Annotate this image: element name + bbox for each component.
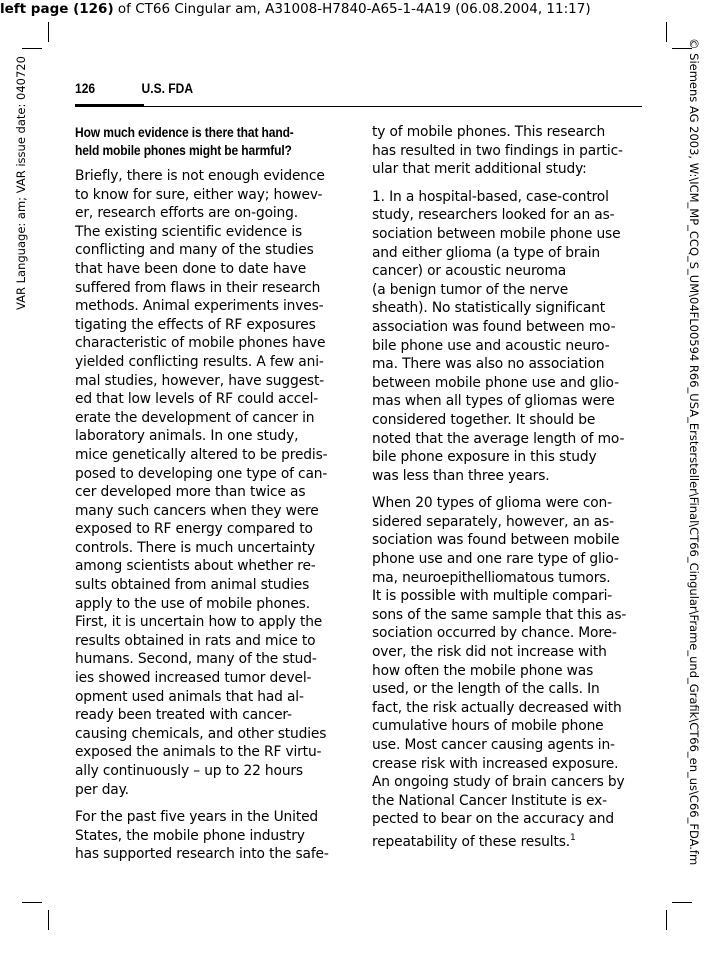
text-line: characteristic of mobile phones have [75,335,326,352]
text-line: The existing scientific evidence is [75,223,303,240]
text-line: An ongoing study of brain cancers by [372,774,625,791]
crop-mark [22,48,42,49]
text-line: the National Cancer Institute is ex- [372,792,607,809]
text-line: use. Most cancer causing agents in- [372,737,615,753]
text-line: erate the development of cancer in [75,409,315,426]
text-line: phone use and one rare type of glio- [372,551,619,568]
text-line: ies showed increased tumor devel- [75,670,312,687]
text-line: pected to bear on the accuracy and [372,811,614,828]
text-line: results obtained in rats and mice to [75,632,316,649]
text-line: considered together. It should be [372,411,596,428]
text-line: tigating the effects of RF exposures [75,316,316,333]
text-line: sults obtained from animal studies [75,577,310,594]
text-line: mal studies, however, have suggest- [75,372,325,389]
crop-mark [672,902,692,903]
text-line: how often the mobile phone was [372,662,594,679]
text-line: methods. Animal experiments inves- [75,298,324,315]
text-line: bile phone use and acoustic neuro- [372,337,610,354]
text-line: yielded conflicting results. A few ani- [75,353,324,370]
text-line: study, researchers looked for an as- [372,207,615,224]
page-header [75,80,193,96]
right-column [372,123,640,861]
text-line: humans. Second, many of the stud- [75,651,317,668]
text-line: to know for sure, either way; howev- [75,186,323,203]
text-line: sidered separately, however, an as- [372,513,614,530]
print-header-job-info: of CT66 Cingular am, A31008-H7840-A65-1-4A19 (06.08.2004, 11:17) [113,1,591,17]
text-line: controls. There is much uncertainty [75,539,315,556]
text-line: er, research efforts are on-going. [75,205,298,222]
text-line: used, or the length of the calls. In [372,681,600,698]
text-line: cumulative hours of mobile phone [372,718,604,735]
crop-mark [666,910,667,930]
text-line: 1. In a hospital-based, case-control [372,188,609,205]
text-line: When 20 types of glioma were con- [372,495,612,512]
text-line: opment used animals that had al- [75,688,304,705]
text-line: cer developed more than twice as [75,484,306,501]
text-line: among scientists about whether re- [75,558,316,575]
text-line: was less than three years. [372,467,550,484]
text-line: apply to the use of mobile phones. [75,595,310,612]
footnote-marker: 1 [570,832,576,843]
left-column [75,123,343,873]
text-line: and either glioma (a type of brain [372,244,600,261]
file-path-note: © Siemens AG 2003, W:\ICM_MP_CCQ_S_UM\04FL00594 R66_USA_Erstersteller\Final\CT66_Cingular\Frame_und_Grafik\CT66_en_us\C66_FDA.fm [687,38,701,866]
text-line: ready been treated with cancer- [75,707,292,724]
text-line: causing chemicals, and other studies [75,725,327,742]
text-line: crease risk with increased exposure. [372,755,619,772]
crop-mark [22,902,42,903]
print-header-page-label: left page (126) [0,1,114,17]
heading-line: How much evidence is there that hand- [75,124,294,140]
text-line: ma. There was also no association [372,356,605,373]
text-line: It is possible with multiple compari- [372,588,613,605]
body-paragraph [75,167,343,799]
text-line: cancer) or acoustic neuroma [372,263,567,280]
text-line: many such cancers when they were [75,502,319,519]
crop-mark [48,910,49,930]
text-line: association was found between mo- [372,318,616,335]
text-line: For the past five years in the United [75,809,319,826]
body-paragraph [372,494,640,851]
text-line: sociation occurred by chance. More- [372,625,617,642]
var-language-note: VAR Language: am; VAR issue date: 040720 [14,56,28,310]
text-line: suffered from flaws in their research [75,279,321,296]
text-line: mas when all types of gliomas were [372,393,615,410]
text-line: laboratory animals. In one study, [75,428,299,445]
crop-mark [48,22,49,42]
text-line: Briefly, there is not enough evidence [75,168,325,184]
text-line: has supported research into the safe- [75,846,329,863]
page-number: 126 [75,80,96,96]
text-line: noted that the average length of mo- [372,430,625,447]
text-line: mice genetically altered to be predis- [75,446,328,463]
text-line: ed that low levels of RF could accel- [75,391,319,408]
page-title: U.S. FDA [141,80,194,96]
body-paragraph [75,808,343,864]
text-line: over, the risk did not increase with [372,644,607,661]
text-line: States, the mobile phone industry [75,827,305,844]
header-rule-accent [75,104,144,107]
text-line: exposed the animals to the RF virtu- [75,744,322,761]
body-paragraph [372,123,640,179]
text-line: sociation between mobile phone use [372,225,621,242]
text-line: ty of mobile phones. This research [372,124,606,140]
text-line: ma, neuroepithelliomatous tumors. [372,569,611,586]
section-heading [75,123,305,159]
text-line: per day. [75,781,129,798]
text-line: fact, the risk actually decreased with [372,699,622,716]
print-header-line [0,0,715,18]
text-line: has resulted in two findings in partic- [372,142,623,159]
text-line: sheath). No statistically significant [372,300,606,317]
text-line: repeatability of these results. [372,833,570,850]
text-line: (a benign tumor of the nerve [372,281,569,298]
heading-line: held mobile phones might be harmful? [75,142,292,158]
body-paragraph [372,188,640,486]
header-rule [143,106,642,107]
text-line: ally continuously – up to 22 hours [75,763,303,779]
text-line: conflicting and many of the studies [75,242,314,259]
text-line: posed to developing one type of can- [75,465,328,482]
text-line: between mobile phone use and glio- [372,374,619,391]
text-line: that have been done to date have [75,260,307,277]
text-line: First, it is uncertain how to apply the [75,614,323,631]
text-line: sons of the same sample that this as- [372,606,627,623]
crop-mark [666,22,667,42]
text-line: sociation was found between mobile [372,532,620,549]
text-line: bile phone exposure in this study [372,449,597,466]
text-line: ular that merit additional study: [372,161,587,178]
text-line: exposed to RF energy compared to [75,521,313,538]
